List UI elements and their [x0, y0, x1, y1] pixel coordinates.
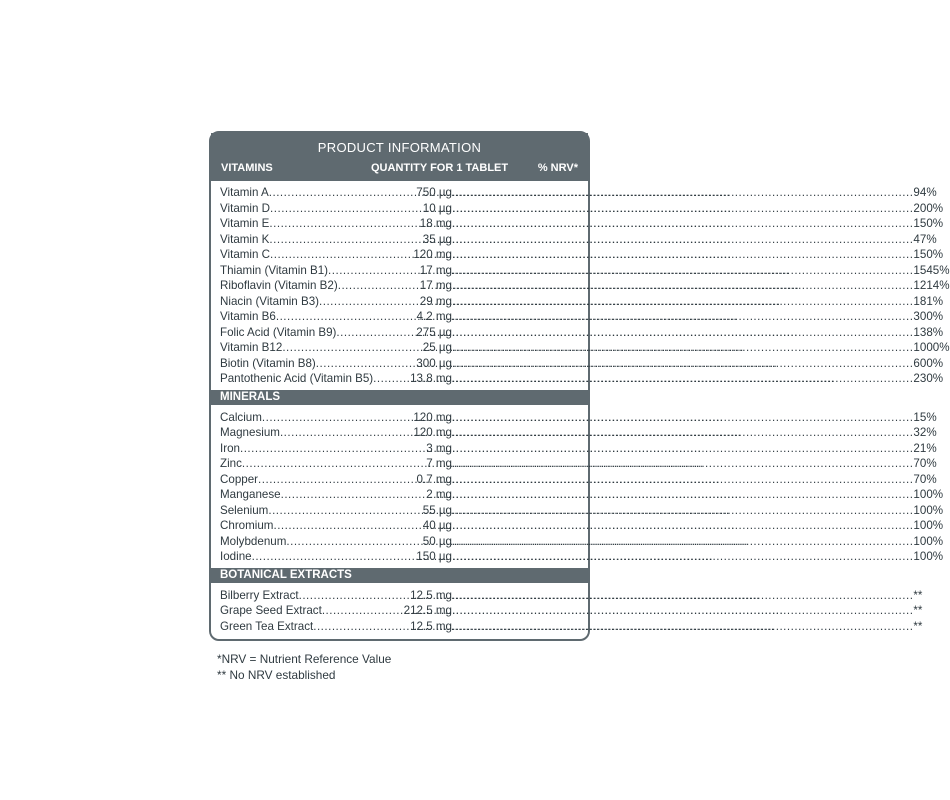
row-nrv	[452, 201, 943, 217]
row-nrv	[452, 588, 922, 604]
leader-dots	[252, 549, 417, 565]
nutrient-quantity: 0.7 mg	[416, 472, 452, 486]
row-name-and-quantity	[220, 232, 452, 248]
leader-dots	[242, 456, 426, 472]
nutrient-quantity: 12.5 mg	[410, 619, 452, 633]
row-name-and-quantity	[220, 603, 452, 619]
nutrient-nrv: 47%	[913, 232, 937, 246]
nutrient-name: Copper	[220, 472, 259, 486]
row-name-and-quantity	[220, 356, 452, 372]
nutrient-quantity: 29 mg	[419, 294, 452, 308]
leader-dots	[452, 472, 913, 488]
row-nrv	[452, 371, 943, 387]
nutrient-row	[220, 588, 923, 604]
nutrient-nrv: 94%	[913, 186, 937, 199]
row-nrv	[452, 247, 943, 263]
nutrient-quantity: 13.8 mg	[410, 372, 452, 385]
nutrient-quantity: 40 µg	[422, 519, 452, 532]
row-nrv	[452, 603, 922, 619]
row-nrv	[452, 263, 950, 279]
leader-dots	[452, 340, 913, 356]
leader-dots	[270, 201, 423, 217]
nutrient-row	[220, 232, 937, 248]
row-nrv	[452, 619, 922, 635]
leader-dots	[452, 232, 913, 248]
row-name-and-quantity	[220, 534, 452, 550]
leader-dots	[269, 185, 417, 201]
row-name-and-quantity	[220, 456, 452, 472]
row-name-and-quantity	[220, 410, 452, 426]
nutrient-quantity: 120 mg	[413, 410, 452, 424]
nutrient-quantity: 3 mg	[426, 441, 452, 455]
leader-dots	[286, 534, 422, 550]
nutrient-nrv: 15%	[913, 410, 937, 424]
row-nrv	[452, 549, 943, 565]
minerals-list	[211, 405, 944, 565]
nutrient-row	[220, 518, 944, 534]
row-nrv	[452, 294, 943, 310]
nutrient-row	[220, 325, 944, 341]
row-nrv	[452, 325, 943, 341]
row-nrv	[452, 456, 937, 472]
leader-dots	[282, 340, 422, 356]
column-header-nrv: % NRV*	[537, 162, 578, 174]
nrv-footnote: *NRV = Nutrient Reference Value	[217, 652, 392, 666]
leader-dots	[452, 549, 913, 565]
leader-dots	[452, 371, 913, 387]
nutrient-nrv: 100%	[913, 519, 944, 532]
leader-dots	[452, 356, 913, 372]
leader-dots	[268, 503, 422, 519]
leader-dots	[316, 356, 417, 372]
row-name-and-quantity	[220, 503, 452, 519]
nutrient-quantity: 212.5 mg	[403, 604, 452, 617]
nutrient-nrv: 200%	[913, 201, 944, 215]
row-name-and-quantity	[220, 325, 452, 341]
nutrient-name: Selenium	[220, 503, 269, 517]
row-nrv	[452, 425, 937, 441]
vitamins-list	[211, 181, 950, 387]
nutrient-name: Vitamin C	[220, 248, 271, 261]
nutrient-name: Pantothenic Acid (Vitamin B5)	[220, 372, 374, 385]
leader-dots	[452, 518, 913, 534]
nutrient-nrv: 1545%	[913, 263, 950, 277]
leader-dots	[452, 619, 913, 635]
minerals-section-header: MINERALS	[211, 390, 588, 405]
row-name-and-quantity	[220, 619, 452, 635]
row-nrv	[452, 309, 943, 325]
nutrient-name: Grape Seed Extract	[220, 604, 322, 617]
row-name-and-quantity	[220, 472, 452, 488]
nutrient-name: Folic Acid (Vitamin B9)	[220, 325, 337, 339]
nutrient-name: Chromium	[220, 519, 274, 532]
nutrient-row	[220, 456, 937, 472]
nutrient-row	[220, 549, 944, 565]
row-nrv	[452, 232, 937, 248]
panel-header	[211, 133, 588, 181]
nutrient-row	[220, 216, 944, 232]
row-name-and-quantity	[220, 588, 452, 604]
nutrient-quantity: 10 µg	[422, 201, 452, 215]
nutrient-quantity: 750 µg	[416, 186, 452, 199]
nutrient-nrv: 100%	[913, 550, 944, 563]
nutrient-nrv: 21%	[913, 441, 937, 455]
leader-dots	[280, 425, 413, 441]
nutrient-nrv: **	[913, 604, 923, 617]
no-nrv-footnote: ** No NRV established	[217, 668, 336, 682]
row-name-and-quantity	[220, 487, 452, 503]
vitamins-section	[211, 181, 950, 387]
nutrient-quantity: 120 mg	[413, 426, 452, 439]
nutrient-row	[220, 425, 937, 441]
nutrient-row	[220, 356, 944, 372]
leader-dots	[273, 518, 422, 534]
leader-dots	[299, 588, 410, 604]
nutrient-quantity: 18 mg	[419, 217, 452, 230]
nutrient-quantity: 17 mg	[419, 279, 452, 292]
nutrient-name: Vitamin B6	[220, 310, 276, 323]
leader-dots	[281, 487, 427, 503]
leader-dots	[452, 263, 913, 279]
botanical-section-header: BOTANICAL EXTRACTS	[211, 568, 588, 583]
nutrient-quantity: 35 µg	[422, 232, 452, 246]
nutrient-name: Biotin (Vitamin B8)	[220, 356, 316, 370]
row-name-and-quantity	[220, 549, 452, 565]
nutrient-nrv: 150%	[913, 217, 944, 230]
leader-dots	[336, 325, 416, 341]
nutrient-quantity: 120 mg	[413, 248, 452, 261]
nutrient-name: Vitamin A	[220, 186, 269, 199]
nutrient-name: Magnesium	[220, 426, 280, 439]
leader-dots	[452, 503, 913, 519]
nutrient-nrv: 100%	[913, 534, 944, 548]
leader-dots	[452, 588, 913, 604]
leader-dots	[452, 456, 913, 472]
product-information-panel	[209, 131, 950, 641]
row-name-and-quantity	[220, 216, 452, 232]
leader-dots	[452, 294, 913, 310]
nutrient-name: Vitamin D	[220, 201, 271, 215]
leader-dots	[262, 410, 413, 426]
nutrient-nrv: 70%	[913, 472, 937, 486]
nutrient-quantity: 50 µg	[422, 534, 452, 548]
leader-dots	[452, 309, 913, 325]
row-name-and-quantity	[220, 185, 452, 201]
nutrient-nrv: 150%	[913, 248, 944, 261]
nutrient-name: Green Tea Extract	[220, 619, 314, 633]
nutrient-row	[220, 371, 944, 387]
row-nrv	[452, 340, 950, 356]
nutrient-row	[220, 603, 923, 619]
nutrient-name: Riboflavin (Vitamin B2)	[220, 279, 338, 292]
leader-dots	[452, 425, 913, 441]
nutrient-quantity: 55 µg	[422, 503, 452, 517]
leader-dots	[322, 603, 404, 619]
botanicals-list	[211, 583, 923, 635]
nutrient-row	[220, 309, 944, 325]
nutrient-nrv: 100%	[913, 503, 944, 517]
nutrient-row	[220, 201, 944, 217]
footnotes	[217, 651, 391, 683]
nutrient-name: Molybdenum	[220, 534, 287, 548]
leader-dots	[276, 309, 417, 325]
nutrient-row	[220, 472, 937, 488]
nutrient-nrv: 230%	[913, 372, 944, 385]
leader-dots	[452, 534, 913, 550]
row-nrv	[452, 410, 937, 426]
row-name-and-quantity	[220, 309, 452, 325]
row-name-and-quantity	[220, 201, 452, 217]
nutrient-name: Bilberry Extract	[220, 588, 299, 602]
row-name-and-quantity	[220, 518, 452, 534]
nutrient-name: Niacin (Vitamin B3)	[220, 294, 320, 308]
nutrient-row	[220, 487, 944, 503]
leader-dots	[452, 247, 913, 263]
leader-dots	[452, 185, 913, 201]
leader-dots	[452, 441, 913, 457]
nutrient-quantity: 17 mg	[419, 263, 452, 277]
nutrient-nrv: **	[913, 619, 923, 633]
nutrient-name: Vitamin B12	[220, 341, 283, 354]
column-header-quantity: QUANTITY FOR 1 TABLET	[371, 162, 509, 174]
nutrient-name: Zinc	[220, 457, 242, 470]
leader-dots	[269, 216, 419, 232]
leader-dots	[452, 325, 913, 341]
leader-dots	[452, 603, 913, 619]
row-name-and-quantity	[220, 247, 452, 263]
leader-dots	[328, 263, 420, 279]
row-nrv	[452, 278, 950, 294]
leader-dots	[452, 201, 913, 217]
nutrient-row	[220, 263, 950, 279]
nutrient-nrv: 1000%	[913, 341, 950, 354]
row-name-and-quantity	[220, 371, 452, 387]
nutrient-row	[220, 410, 937, 426]
nutrient-row	[220, 441, 937, 457]
nutrient-quantity: 2 mg	[426, 488, 452, 501]
nutrient-quantity: 12.5 mg	[410, 588, 452, 602]
leader-dots	[338, 278, 420, 294]
nutrient-name: Iron	[220, 441, 240, 455]
row-nrv	[452, 185, 937, 201]
nutrient-nrv: 138%	[913, 325, 944, 339]
nutrient-name: Manganese	[220, 488, 281, 501]
column-header-vitamins: VITAMINS	[221, 162, 273, 174]
nutrient-row	[220, 294, 944, 310]
leader-dots	[319, 294, 420, 310]
nutrient-quantity: 7 mg	[426, 457, 452, 470]
nutrient-row	[220, 340, 950, 356]
row-name-and-quantity	[220, 278, 452, 294]
nutrient-nrv: 300%	[913, 310, 944, 323]
row-name-and-quantity	[220, 294, 452, 310]
nutrient-quantity: 4.2 mg	[416, 310, 452, 323]
nutrient-nrv: **	[913, 588, 923, 602]
nutrient-quantity: 300 µg	[416, 356, 452, 370]
leader-dots	[452, 278, 913, 294]
nutrient-row	[220, 278, 950, 294]
leader-dots	[373, 371, 410, 387]
row-name-and-quantity	[220, 425, 452, 441]
leader-dots	[313, 619, 410, 635]
row-nrv	[452, 518, 943, 534]
row-name-and-quantity	[220, 263, 452, 279]
nutrient-row	[220, 247, 944, 263]
row-name-and-quantity	[220, 340, 452, 356]
nutrient-quantity: 275 µg	[416, 325, 452, 339]
nutrient-nrv: 1214%	[913, 279, 950, 292]
row-nrv	[452, 216, 943, 232]
leader-dots	[452, 410, 913, 426]
nutrient-row	[220, 503, 944, 519]
nutrient-nrv: 181%	[913, 294, 944, 308]
leader-dots	[258, 472, 417, 488]
nutrient-row	[220, 619, 923, 635]
nutrient-nrv: 70%	[913, 457, 937, 470]
row-name-and-quantity	[220, 441, 452, 457]
row-nrv	[452, 503, 943, 519]
panel-title: PRODUCT INFORMATION	[317, 140, 482, 155]
nutrient-nrv: 32%	[913, 426, 937, 439]
nutrient-name: Iodine	[220, 550, 252, 563]
nutrient-nrv: 600%	[913, 356, 944, 370]
row-nrv	[452, 487, 943, 503]
nutrient-quantity: 150 µg	[416, 550, 452, 563]
leader-dots	[452, 487, 913, 503]
nutrient-nrv: 100%	[913, 488, 944, 501]
nutrient-name: Thiamin (Vitamin B1)	[220, 263, 329, 277]
row-nrv	[452, 356, 943, 372]
nutrient-name: Calcium	[220, 410, 262, 424]
leader-dots	[240, 441, 426, 457]
leader-dots	[269, 232, 422, 248]
nutrient-name: Vitamin E	[220, 217, 270, 230]
nutrient-name: Vitamin K	[220, 232, 270, 246]
leader-dots	[270, 247, 413, 263]
row-nrv	[452, 472, 937, 488]
nutrient-row	[220, 185, 937, 201]
row-nrv	[452, 441, 937, 457]
row-nrv	[452, 534, 943, 550]
leader-dots	[452, 216, 913, 232]
nutrient-row	[220, 534, 944, 550]
nutrient-quantity: 25 µg	[422, 341, 452, 354]
